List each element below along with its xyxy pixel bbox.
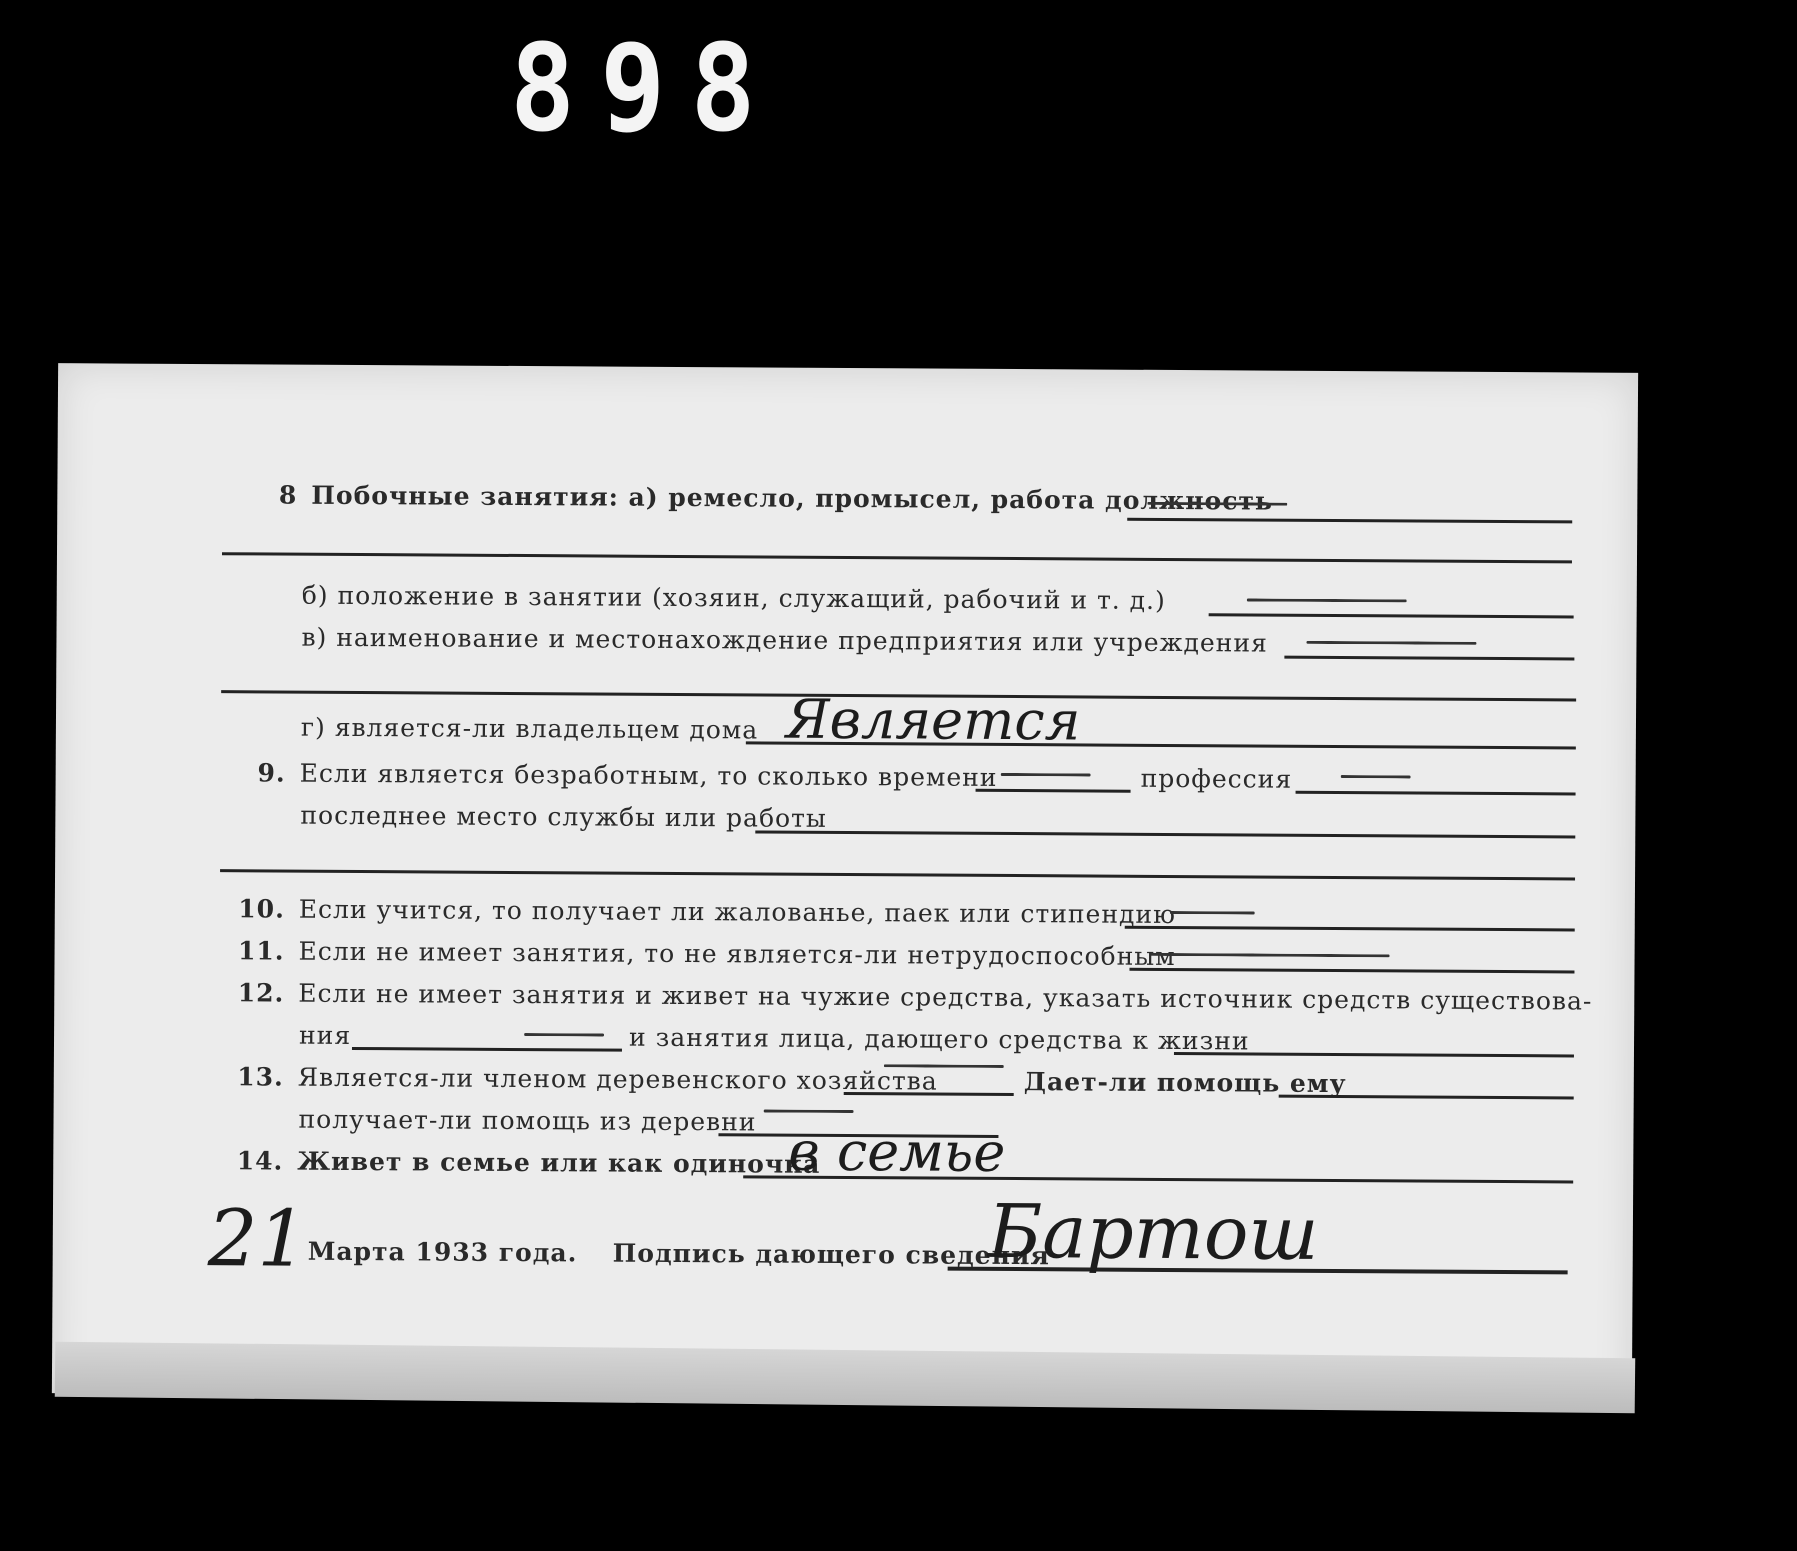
q9-profession-row — [1141, 764, 1293, 794]
q13-label: Является-ли членом деревенского хозяйства — [297, 1062, 938, 1096]
census-card — [52, 363, 1638, 1403]
q11-number: 11. — [237, 936, 285, 966]
q9-time-line — [976, 789, 1131, 793]
q8v-answer-line — [1284, 656, 1574, 661]
q9-number: 9. — [257, 758, 286, 788]
q8b-row — [302, 581, 1166, 615]
q12-line2b: и занятия лица, дающего средства к жизни — [628, 1022, 1250, 1056]
q9-last-job-label: последнее место службы или работы — [300, 800, 827, 833]
q11-label: Если не имеет занятия, то не является-ли нетрудоспособным — [298, 936, 1176, 972]
q14-handwritten-answer: в семье — [788, 1119, 1006, 1184]
q12-number: 12. — [237, 978, 285, 1008]
q12-line2-row — [299, 1021, 351, 1050]
frame-number: 898 — [510, 20, 781, 159]
q9-full-line — [220, 869, 1575, 880]
q8-number: 8 — [278, 480, 298, 510]
q13-help-line — [1279, 1095, 1574, 1100]
q8b-dash-mark — [1247, 598, 1407, 602]
q9-last-job-line — [755, 830, 1575, 838]
q10-dash-mark — [1170, 911, 1255, 915]
q12-line2b-row — [629, 1023, 1250, 1056]
q12-source-line — [352, 1047, 622, 1052]
q8v-label: в) наименование и местонахождение предприятия или учреждения — [301, 622, 1268, 658]
q8v-dash-mark — [1306, 641, 1476, 645]
q14-row — [223, 1146, 820, 1179]
q11-row — [224, 936, 1175, 971]
q10-answer-line — [1125, 926, 1575, 932]
q8g-handwritten-answer: Является — [785, 687, 1081, 753]
q13-row — [224, 1062, 938, 1095]
q13-number: 13. — [237, 1062, 284, 1092]
footer-date-row — [308, 1237, 578, 1268]
q8-row — [237, 480, 1273, 515]
q8g-label: г) является-ли владельцем дома — [300, 712, 759, 745]
q12-occupation-line — [1174, 1052, 1574, 1057]
q13-help-label: Дает-ли помощь ему — [1023, 1067, 1347, 1099]
q9-last-job-row — [300, 801, 827, 833]
q10-row — [225, 894, 1176, 929]
q11-dash-mark — [1150, 953, 1390, 957]
q10-number: 10. — [238, 894, 285, 924]
q9-profession-line — [1296, 791, 1576, 796]
q8b-answer-line — [1209, 613, 1574, 618]
q13-line2-row — [298, 1105, 756, 1137]
q8v-row — [301, 623, 1268, 658]
q13-village-dash — [764, 1110, 854, 1114]
q13-help-row — [1024, 1067, 1347, 1098]
q12-line2a: ния — [298, 1020, 352, 1050]
footer-handwritten-day: 21 — [207, 1194, 308, 1285]
footer-date: Марта 1933 года. — [307, 1236, 578, 1268]
footer-signature-label: Подпись дающего сведения — [612, 1238, 1051, 1271]
q12-row — [224, 978, 1592, 1015]
q12-dash-mark — [524, 1033, 604, 1036]
q9-profession-dash — [1341, 775, 1411, 778]
q8-full-line — [222, 552, 1572, 563]
q10-label: Если учится, то получает ли жалованье, паек или стипендию — [298, 894, 1176, 930]
footer-handwritten-signature: Бартош — [987, 1188, 1319, 1277]
q9-profession-label: профессия — [1140, 763, 1293, 794]
q14-label: Живет в семье или как одиночка — [297, 1146, 821, 1179]
q9-dash-mark — [1001, 773, 1091, 777]
q8b-label: б) положение в занятии (хозяин, служащий, рабочий и т. д.) — [301, 580, 1166, 615]
q9-row — [226, 758, 998, 792]
q8g-row — [301, 713, 758, 745]
q13-member-line — [844, 1092, 1014, 1096]
q8-answer-line — [1127, 518, 1572, 524]
q14-number: 14. — [236, 1146, 284, 1176]
q9-label: Если является безработным, то сколько времени — [299, 758, 998, 792]
q8-label: Побочные занятия: а) ремесло, промысел, работа должность — [311, 480, 1274, 516]
footer-signature-row — [613, 1239, 1050, 1271]
q12-label: Если не имеет занятия и живет на чужие средства, указать источник средств существова- — [298, 978, 1593, 1016]
q13-line2: получает-ли помощь из деревни — [298, 1104, 757, 1137]
q11-answer-line — [1129, 968, 1574, 974]
